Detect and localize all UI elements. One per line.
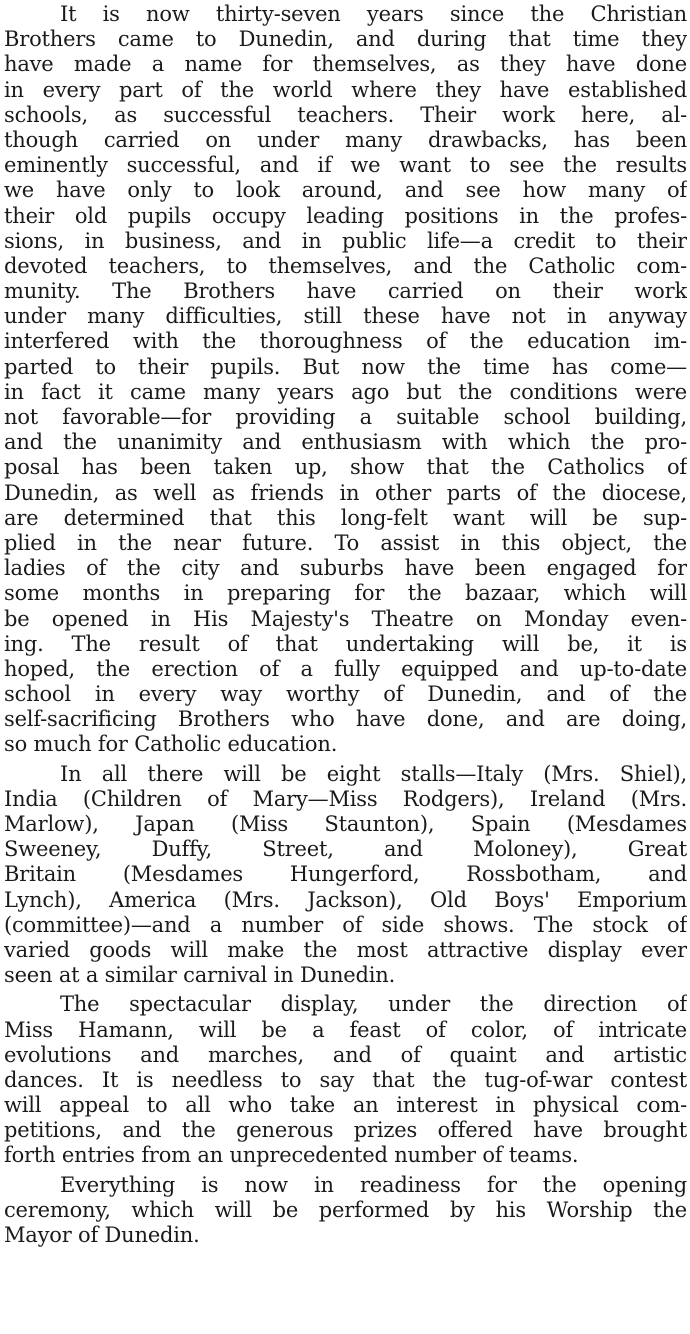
- article-paragraph: [4, 2, 687, 758]
- text-line: Lynch), America (Mrs. Jackson), Old Boys' Emporium: [4, 887, 687, 912]
- text-line: Miss Hamann, will be a feast of color, of intricate: [4, 1017, 687, 1042]
- text-line: hoped, the erection of a fully equipped and up-to-date: [4, 656, 687, 681]
- text-line: their old pupils occupy leading positions in the profes-: [4, 203, 687, 228]
- text-line: ing. The result of that undertaking will be, it is: [4, 631, 687, 656]
- text-line: dances. It is needless to say that the tug-of-war contest: [4, 1067, 687, 1092]
- text-line: munity. The Brothers have carried on their work: [4, 279, 687, 304]
- text-line: sions, in business, and in public life—a credit to their: [4, 228, 687, 253]
- text-line: school in every way worthy of Dunedin, and of the: [4, 682, 687, 707]
- text-line: Britain (Mesdames Hungerford, Rossbotham, and: [4, 862, 687, 887]
- text-line: not favorable—for providing a suitable school building,: [4, 405, 687, 429]
- text-line: varied goods will make the most attractive display ever: [4, 937, 687, 962]
- article-paragraph: [4, 992, 687, 1168]
- text-line: schools, as successful teachers. Their work here, al-: [4, 102, 687, 127]
- text-line: Marlow), Japan (Miss Staunton), Spain (Mesdames: [4, 812, 687, 836]
- text-line: seen at a similar carnival in Dunedin.: [4, 963, 396, 988]
- text-line: under many difficulties, still these have not in anyway: [4, 304, 687, 329]
- text-line: (committee)—and a number of side shows. The stock of: [4, 912, 687, 937]
- text-line: plied in the near future. To assist in this object, the: [4, 530, 687, 555]
- text-line: parted to their pupils. But now the time has come—: [4, 354, 687, 379]
- text-line: self-sacrificing Brothers who have done, and are doing,: [4, 707, 687, 732]
- text-line: are determined that this long-felt want will be sup-: [4, 505, 687, 530]
- text-line: In all there will be eight stalls—Italy (Mrs. Shiel),: [60, 761, 687, 786]
- text-line: so much for Catholic education.: [4, 732, 338, 757]
- text-line: will appeal to all who take an interest in physical com-: [4, 1093, 687, 1118]
- text-line: The spectacular display, under the direction of: [60, 992, 687, 1017]
- text-line: we have only to look around, and see how many of: [4, 178, 687, 203]
- text-line: be opened in His Majesty's Theatre on Monday even-: [4, 606, 687, 631]
- text-line: India (Children of Mary—Miss Rodgers), Ireland (Mrs.: [4, 786, 687, 811]
- article-paragraph: [4, 1173, 687, 1249]
- text-line: Everything is now in readiness for the opening: [60, 1172, 687, 1197]
- text-line: some months in preparing for the bazaar, which will: [4, 581, 687, 606]
- text-line: eminently successful, and if we want to see the results: [4, 153, 687, 178]
- text-line: though carried on under many drawbacks, has been: [4, 127, 687, 152]
- text-line: forth entries from an unprecedented number of teams.: [4, 1143, 579, 1168]
- text-line: It is now thirty-seven years since the Christian: [60, 2, 687, 26]
- text-line: and the unanimity and enthusiasm with which the pro-: [4, 430, 687, 455]
- text-line: ladies of the city and suburbs have been engaged for: [4, 556, 687, 581]
- text-line: ceremony, which will be performed by his Worship the: [4, 1197, 687, 1222]
- text-line: have made a name for themselves, as they have done: [4, 52, 687, 77]
- text-line: evolutions and marches, and of quaint and artistic: [4, 1042, 687, 1067]
- article-paragraph: [4, 762, 687, 989]
- text-line: devoted teachers, to themselves, and the Catholic com-: [4, 253, 687, 278]
- text-line: interfered with the thoroughness of the education im-: [4, 329, 687, 354]
- text-line: in fact it came many years ago but the conditions were: [4, 379, 687, 404]
- text-line: Sweeney, Duffy, Street, and Moloney), Great: [4, 837, 687, 862]
- text-line: posal has been taken up, show that the Catholics of: [4, 455, 687, 480]
- text-line: petitions, and the generous prizes offered have brought: [4, 1118, 687, 1143]
- text-line: Dunedin, as well as friends in other parts of the diocese,: [4, 480, 687, 505]
- article-column: [4, 0, 687, 1248]
- text-line: in every part of the world where they have established: [4, 77, 687, 102]
- text-line: Brothers came to Dunedin, and during that time they: [4, 27, 687, 52]
- text-line: Mayor of Dunedin.: [4, 1223, 200, 1247]
